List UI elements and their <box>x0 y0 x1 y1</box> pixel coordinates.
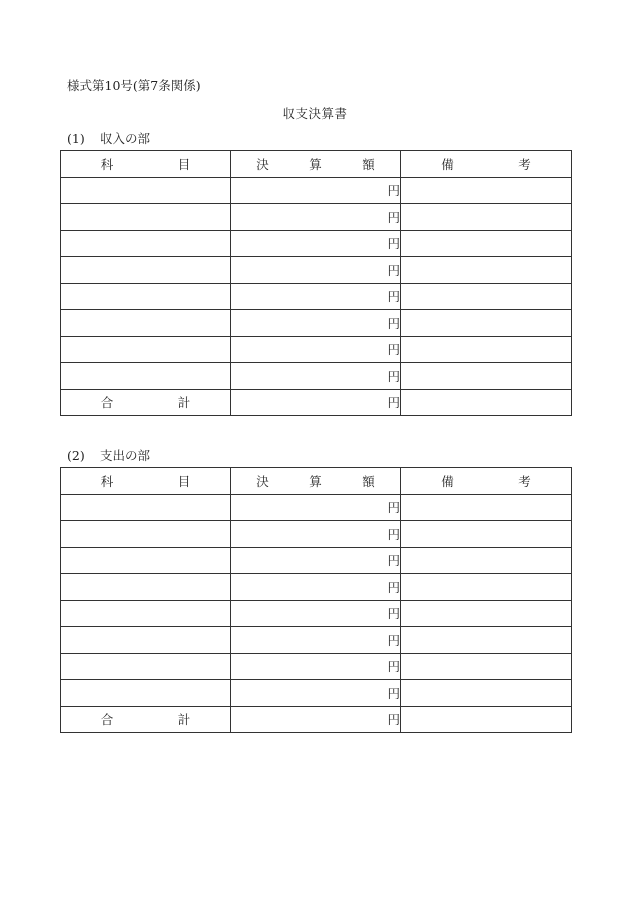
table-row <box>61 494 572 521</box>
remarks-cell[interactable] <box>401 574 572 601</box>
amount-cell[interactable]: 円 <box>231 521 401 548</box>
remarks-cell[interactable] <box>401 653 572 680</box>
remarks-cell[interactable] <box>401 521 572 548</box>
table-row <box>61 230 572 257</box>
income-section-number: (1) <box>67 131 85 146</box>
subject-cell[interactable] <box>61 521 231 548</box>
form-number: 様式第10号(第7条関係) <box>67 78 201 93</box>
expense-section-title: 支出の部 <box>100 448 151 463</box>
table-row <box>61 680 572 707</box>
remarks-cell[interactable] <box>401 547 572 574</box>
amount-cell[interactable]: 円 <box>231 627 401 654</box>
remarks-cell[interactable] <box>401 336 572 363</box>
remarks-cell[interactable] <box>401 600 572 627</box>
income-table <box>60 150 572 416</box>
expense-total-amount[interactable]: 円 <box>231 706 401 733</box>
table-row <box>61 627 572 654</box>
amount-cell[interactable]: 円 <box>231 310 401 337</box>
subject-cell[interactable] <box>61 257 231 284</box>
expense-table <box>60 467 572 733</box>
document-title: 収支決算書 <box>282 106 348 121</box>
subject-cell[interactable] <box>61 177 231 204</box>
table-row <box>61 547 572 574</box>
subject-cell[interactable] <box>61 363 231 390</box>
remarks-cell[interactable] <box>401 257 572 284</box>
subject-cell[interactable] <box>61 204 231 231</box>
subject-cell[interactable] <box>61 310 231 337</box>
remarks-cell[interactable] <box>401 283 572 310</box>
table-row <box>61 177 572 204</box>
amount-cell[interactable]: 円 <box>231 600 401 627</box>
expense-total-remarks[interactable] <box>401 706 572 733</box>
subject-cell[interactable] <box>61 680 231 707</box>
subject-cell[interactable] <box>61 230 231 257</box>
remarks-cell[interactable] <box>401 494 572 521</box>
table-row <box>61 204 572 231</box>
subject-cell[interactable] <box>61 627 231 654</box>
remarks-cell[interactable] <box>401 230 572 257</box>
expense-header-amount: 決 算 額 <box>231 468 401 495</box>
income-header-row <box>61 151 572 178</box>
subject-cell[interactable] <box>61 547 231 574</box>
table-row <box>61 574 572 601</box>
income-section-heading <box>67 129 150 147</box>
amount-cell[interactable]: 円 <box>231 177 401 204</box>
remarks-cell[interactable] <box>401 627 572 654</box>
table-row <box>61 363 572 390</box>
remarks-cell[interactable] <box>401 363 572 390</box>
remarks-cell[interactable] <box>401 680 572 707</box>
remarks-cell[interactable] <box>401 310 572 337</box>
table-row <box>61 653 572 680</box>
table-row <box>61 310 572 337</box>
subject-cell[interactable] <box>61 653 231 680</box>
income-section-title: 収入の部 <box>100 131 151 146</box>
expense-header-row <box>61 468 572 495</box>
expense-total-label: 合 計 <box>61 706 231 733</box>
table-row <box>61 283 572 310</box>
income-header-amount: 決 算 額 <box>231 151 401 178</box>
amount-cell[interactable]: 円 <box>231 283 401 310</box>
subject-cell[interactable] <box>61 600 231 627</box>
subject-cell[interactable] <box>61 494 231 521</box>
amount-cell[interactable]: 円 <box>231 204 401 231</box>
amount-cell[interactable]: 円 <box>231 547 401 574</box>
table-row <box>61 257 572 284</box>
subject-cell[interactable] <box>61 336 231 363</box>
income-total-row <box>61 389 572 416</box>
amount-cell[interactable]: 円 <box>231 494 401 521</box>
table-row <box>61 336 572 363</box>
expense-header-subject: 科 目 <box>61 468 231 495</box>
remarks-cell[interactable] <box>401 177 572 204</box>
subject-cell[interactable] <box>61 574 231 601</box>
remarks-cell[interactable] <box>401 204 572 231</box>
expense-total-row <box>61 706 572 733</box>
income-header-remarks: 備 考 <box>401 151 572 178</box>
table-row <box>61 600 572 627</box>
expense-section-heading <box>67 446 150 464</box>
amount-cell[interactable]: 円 <box>231 230 401 257</box>
income-total-remarks[interactable] <box>401 389 572 416</box>
amount-cell[interactable]: 円 <box>231 574 401 601</box>
amount-cell[interactable]: 円 <box>231 680 401 707</box>
income-header-subject: 科 目 <box>61 151 231 178</box>
income-total-amount[interactable]: 円 <box>231 389 401 416</box>
amount-cell[interactable]: 円 <box>231 257 401 284</box>
subject-cell[interactable] <box>61 283 231 310</box>
amount-cell[interactable]: 円 <box>231 336 401 363</box>
income-total-label: 合 計 <box>61 389 231 416</box>
table-row <box>61 521 572 548</box>
expense-header-remarks: 備 考 <box>401 468 572 495</box>
expense-section-number: (2) <box>67 448 85 463</box>
amount-cell[interactable]: 円 <box>231 363 401 390</box>
amount-cell[interactable]: 円 <box>231 653 401 680</box>
